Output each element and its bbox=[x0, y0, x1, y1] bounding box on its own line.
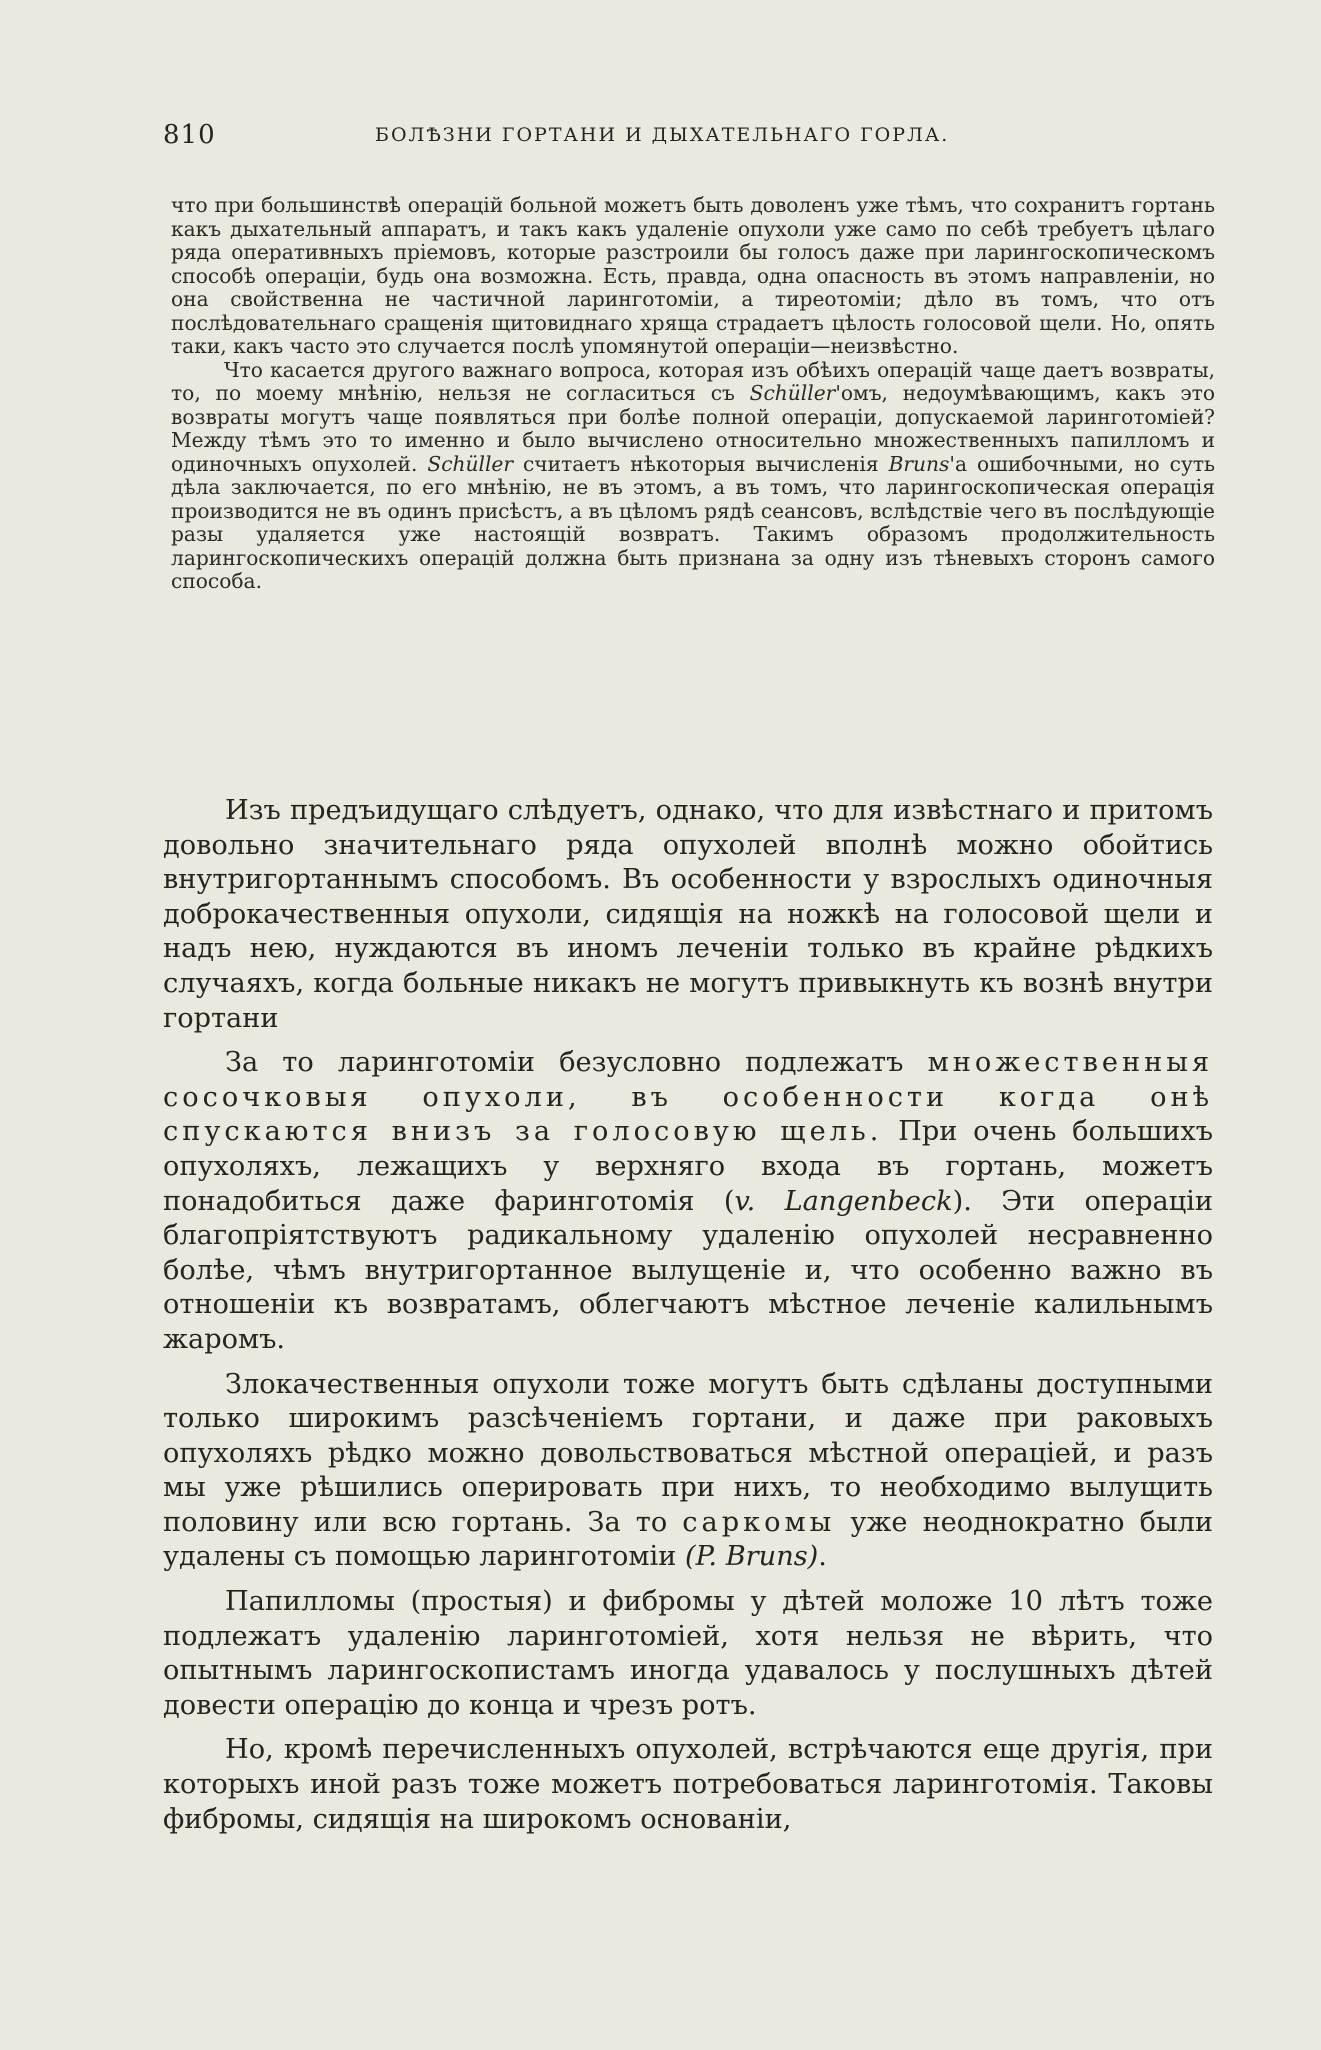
text-run: ). Эти операціи благопріятствуютъ радикальному удаленію опухолей несравненно болѣе, чѣмъ внутригортанное вылущеніе и, что особенно важно въ отношеніи къ возвратамъ, облегчаютъ мѣстное леченіе калильнымъ жаромъ. bbox=[163, 1185, 1213, 1355]
main-paragraph-2 bbox=[163, 1046, 1213, 1357]
small-print-block bbox=[171, 194, 1215, 594]
spaced-emphasis: саркомы bbox=[682, 1506, 836, 1538]
small-paragraph-1: что при большинствѣ операцій больной можетъ быть доволенъ уже тѣмъ, что сохранитъ гортань какъ дыхательный аппаратъ, и такъ какъ удаленіе опухоли уже само по себѣ требуетъ цѣлаго ряда оперативныхъ пріемовъ, которые разстроили бы голосъ даже при ларингоскопическомъ способѣ операціи, будь она возможна. Есть, правда, одна опасность въ этомъ направленіи, но она свойственна не частичной ларинготоміи, а тиреотоміи; дѣло въ томъ, что отъ послѣдовательнаго сращенія щитовиднаго хряща страдаетъ цѣлость голосовой щели. Но, опять таки, какъ часто это случается послѣ упомянутой операціи—неизвѣстно. bbox=[171, 193, 1215, 358]
main-paragraph-3 bbox=[163, 1368, 1213, 1576]
author-name: Schüller bbox=[749, 381, 836, 405]
text-run: . bbox=[818, 1541, 827, 1573]
main-paragraph-5: Но, кромѣ перечисленныхъ опухолей, встрѣчаются еще другія, при которыхъ иной разъ тоже можетъ потребоваться ларинготомія. Таковы фибромы, сидящія на широкомъ основаніи, bbox=[163, 1734, 1213, 1835]
text-run: Злокачественныя опухоли тоже могутъ быть сдѣланы доступными только широкимъ разсѣченіемъ гортани, и даже при раковыхъ опухоляхъ рѣдко можно довольствоваться мѣстной операціей, и разъ мы уже рѣшились оперировать при нихъ, то необходимо вылущить половину или всю гортань. За то bbox=[163, 1368, 1213, 1538]
text-run: Что касается другого важнаго вопроса, которая изъ обѣихъ операцій чаще даетъ возвраты, то, по моему мнѣнію, нельзя не согласиться съ bbox=[171, 357, 1215, 405]
text-run: 'а ошибочными, но суть дѣла заключается, по его мнѣнію, не въ этомъ, а въ томъ, что ларингоскопическая операція производится не въ одинъ присѣстъ, а въ цѣломъ рядѣ сеансовъ, вслѣдствіе чего въ послѣдующіе разы удаляется уже настоящій возвратъ. Такимъ образомъ продолжительность ларингоскопическихъ операцій должна быть признана за одну изъ тѣневыхъ сторонъ самого способа. bbox=[171, 451, 1215, 593]
small-paragraph-2 bbox=[171, 359, 1215, 594]
page-header bbox=[163, 114, 1163, 154]
main-text-block bbox=[163, 794, 1213, 1847]
main-paragraph-1: Изъ предъидущаго слѣдуетъ, однако, что для извѣстнаго и притомъ довольно значительнаго ряда опухолей вполнѣ можно обойтись внутригортаннымъ способомъ. Въ особенности у взрослыхъ одиночныя доброкачественныя опухоли, сидящія на ножкѣ на голосовой щели и надъ нею, нуждаются въ иномъ леченіи только въ крайне рѣдкихъ случаяхъ, когда больные никакъ не могутъ привыкнуть къ вознѣ внутри гортани bbox=[163, 795, 1213, 1034]
page-number: 810 bbox=[163, 120, 216, 150]
text-run: уже неоднократно были удалены съ помощью ларинготоміи bbox=[163, 1506, 1213, 1573]
author-reference: v. Langenbeck bbox=[734, 1185, 953, 1217]
author-name: Bruns bbox=[888, 451, 950, 476]
text-run: За то ларинготоміи безусловно подлежатъ bbox=[225, 1047, 928, 1079]
running-title: БОЛѢЗНИ ГОРТАНИ И ДЫХАТЕЛЬНАГО ГОРЛА. bbox=[375, 124, 950, 146]
spaced-emphasis: множественныя сосочковыя опухоли, въ особенности когда онѣ спускаются внизъ за голосовую щель. bbox=[163, 1047, 1213, 1148]
author-name: Schüller bbox=[427, 451, 514, 476]
text-run: При очень большихъ опухоляхъ, лежащихъ у верхняго входа въ гортань, можетъ понадобиться даже фаринготомія ( bbox=[163, 1116, 1213, 1217]
text-run: считаетъ нѣкоторыя вычисленія bbox=[513, 451, 889, 476]
main-paragraph-4: Папилломы (простыя) и фибромы у дѣтей моложе 10 лѣтъ тоже подлежатъ удаленію ларинготоміей, хотя нельзя не вѣрить, что опытнымъ ларингоскопистамъ иногда удавалось у послушныхъ дѣтей довести операцію до конца и чрезъ ротъ. bbox=[163, 1586, 1213, 1721]
author-reference: (P. Bruns) bbox=[685, 1541, 819, 1573]
text-run: 'омъ, недоумѣвающимъ, какъ это возвраты могутъ чаще появляться при болѣе полной операціи, допускаемой ларинготоміей? Между тѣмъ это то именно и было вычислено относительно множественныхъ папилломъ и одиночныхъ опухолей. bbox=[171, 381, 1215, 476]
